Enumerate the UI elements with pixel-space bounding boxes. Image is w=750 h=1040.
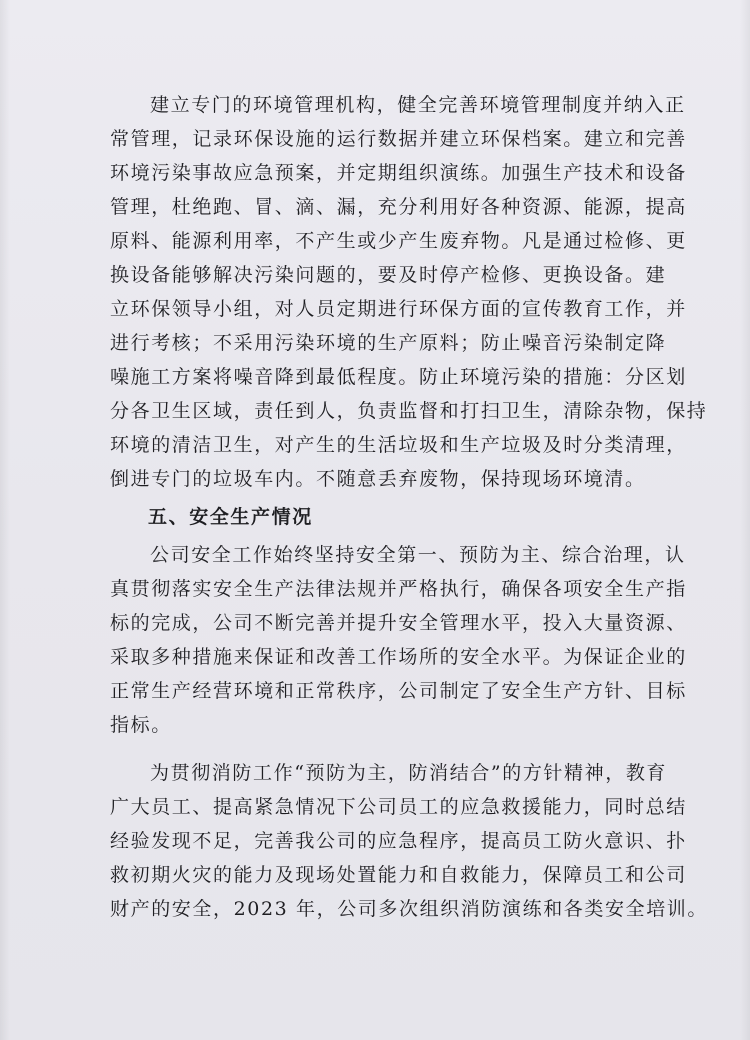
text-line: 采取多种措施来保证和改善工作场所的安全水平。为保证企业的 bbox=[110, 646, 687, 668]
paragraph-environment-management bbox=[110, 88, 708, 496]
text-line: 倒进专门的垃圾车内。不随意丢弃废物，保持现场环境清。 bbox=[110, 468, 646, 490]
text-line: 常管理，记录环保设施的运行数据并建立环保档案。建立和完善 bbox=[110, 128, 687, 150]
text-line: 建立专门的环境管理机构，健全完善环境管理制度并纳入正 bbox=[150, 94, 686, 116]
text-line: 真贯彻落实安全生产法律法规并严格执行，确保各项安全生产指 bbox=[110, 578, 687, 600]
text-line: 救初期火灾的能力及现场处置能力和自救能力，保障员工和公司 bbox=[110, 864, 687, 886]
text-line: 立环保领导小组，对人员定期进行环保方面的宣传教育工作，并 bbox=[110, 298, 687, 320]
text-line: 原料、能源利用率，不产生或少产生废弃物。凡是通过检修、更 bbox=[110, 230, 687, 252]
text-line: 分各卫生区域，责任到人，负责监督和打扫卫生，清除杂物，保持 bbox=[110, 400, 708, 422]
paragraph-fire-safety bbox=[110, 756, 708, 926]
document-body bbox=[110, 88, 708, 926]
text-line: 指标。 bbox=[110, 714, 172, 736]
text-line: 广大员工、提高紧急情况下公司员工的应急救援能力，同时总结 bbox=[110, 796, 687, 818]
paragraph-safety-policy bbox=[110, 538, 687, 742]
text-line: 噪施工方案将噪音降到最低程度。防止环境污染的措施：分区划 bbox=[110, 366, 687, 388]
text-line: 标的完成，公司不断完善并提升安全管理水平，投入大量资源、 bbox=[110, 612, 687, 634]
page-left-edge bbox=[0, 0, 10, 1040]
text-line: 环境的清洁卫生，对产生的生活垃圾和生产垃圾及时分类清理， bbox=[110, 434, 687, 456]
text-line: 财产的安全，2023 年，公司多次组织消防演练和各类安全培训。 bbox=[110, 898, 708, 920]
text-line: 进行考核；不采用污染环境的生产原料；防止噪音污染制定降 bbox=[110, 332, 667, 354]
text-line: 为贯彻消防工作“预防为主，防消结合”的方针精神，教育 bbox=[150, 762, 668, 784]
text-line: 正常生产经营环境和正常秩序，公司制定了安全生产方针、目标 bbox=[110, 680, 687, 702]
text-line: 经验发现不足，完善我公司的应急程序，提高员工防火意识、扑 bbox=[110, 830, 687, 852]
text-line: 管理，杜绝跑、冒、滴、漏，充分利用好各种资源、能源，提高 bbox=[110, 196, 687, 218]
text-line: 环境污染事故应急预案，并定期组织演练。加强生产技术和设备 bbox=[110, 162, 687, 184]
text-line: 公司安全工作始终坚持安全第一、预防为主、综合治理，认 bbox=[150, 544, 686, 566]
section-heading-safety-production: 五、安全生产情况 bbox=[148, 506, 313, 528]
text-line: 换设备能够解决污染问题的，要及时停产检修、更换设备。建 bbox=[110, 264, 667, 286]
page-right-edge bbox=[740, 0, 750, 1040]
